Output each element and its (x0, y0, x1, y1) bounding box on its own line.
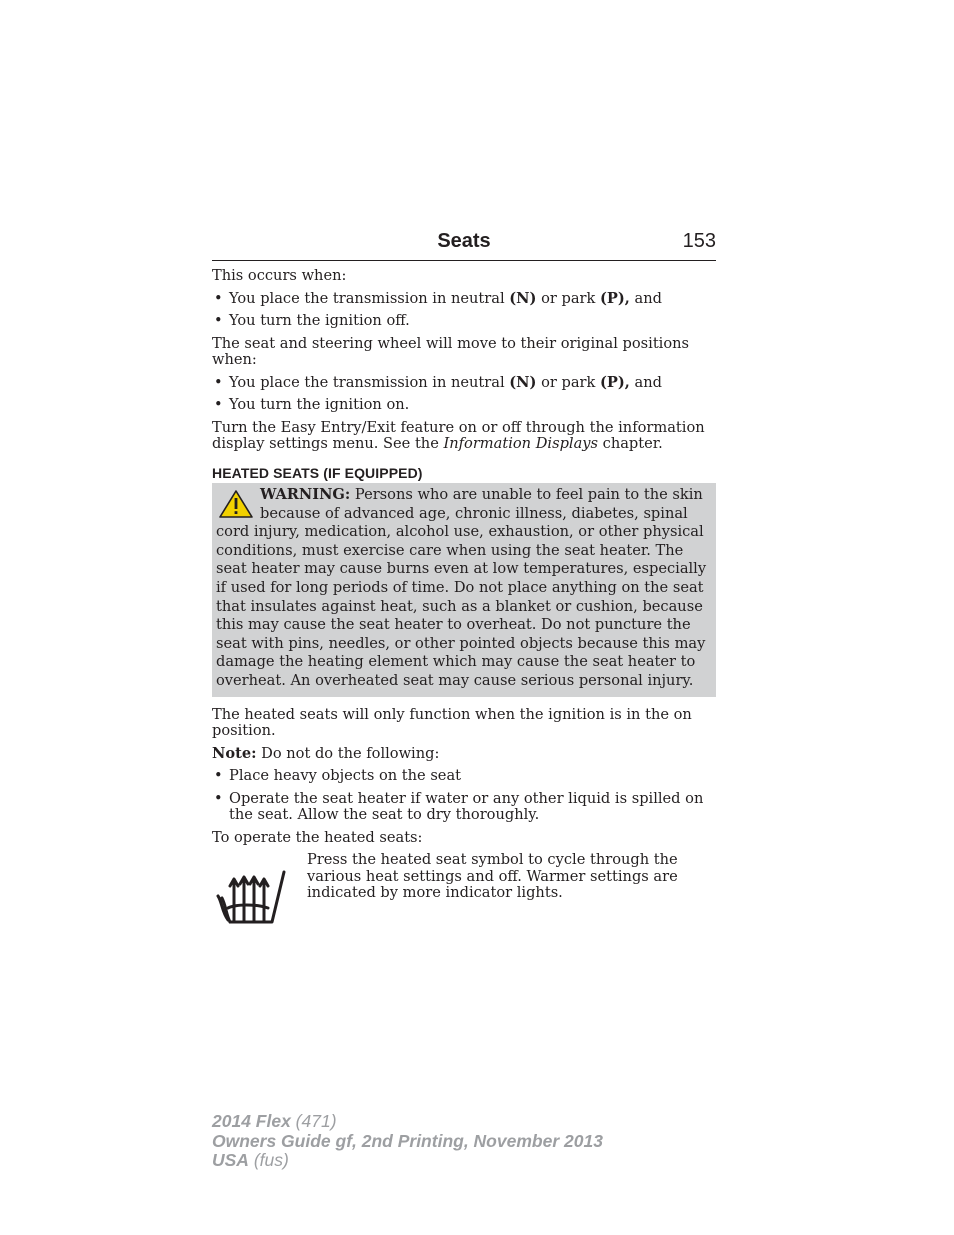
warning-box (212, 483, 716, 697)
footer-line-edition: Owners Guide gf, 2nd Printing, November 2013 (212, 1130, 603, 1151)
chapter-reference: Information Displays (443, 435, 599, 452)
warning-text: Persons who are unable to feel pain to the skin because of advanced age, chronic illness, diabetes, spinal cord injury, medication, alcohol use, exhaustion, or other physical conditions, must exercise care when using the seat heater. The seat heater may cause burns even at low temperatures, especially if used for long periods of time. Do not place anything on the seat that insulates against heat, such as a blanket or cushion, because this may cause the seat heater to overheat. Do not puncture the seat with pins, needles, or other pointed objects because this may damage the heating element which may cause the seat heater to overheat. An overheated seat may cause serious personal injury. (216, 486, 707, 689)
heated-seat-instruction (212, 852, 716, 932)
note-label: Note: (212, 744, 257, 762)
occurs-when-text: This occurs when: (212, 267, 347, 284)
operate-intro-text: To operate the heated seats: (212, 828, 423, 846)
move-back-text: The seat and steering wheel will move to their original positions when: (212, 334, 690, 368)
heated-seat-icon (216, 868, 294, 928)
warning-label: WARNING: (260, 486, 351, 503)
bullet-list-ignition-off (212, 291, 716, 330)
warning-triangle-icon (218, 489, 254, 519)
list-item: • You place the transmission in neutral (N) or park (P), and (212, 375, 716, 392)
page-title: Seats (437, 230, 491, 252)
bullet-list-ignition-on (212, 375, 716, 414)
list-item: • Operate the seat heater if water or any other liquid is spilled on the seat. Allow the seat to dry thoroughly. (212, 791, 716, 824)
list-item: • You turn the ignition on. (212, 397, 716, 414)
page-footer (212, 1112, 603, 1171)
footer-line-market: USA (fus) (212, 1150, 289, 1170)
section-heading: HEATED SEATS (IF EQUIPPED) (212, 464, 423, 481)
list-item: • You place the transmission in neutral (N) or park (P), and (212, 291, 716, 308)
ignition-note-text: The heated seats will only function when the ignition is in the on position. (212, 705, 692, 740)
note-text: Note: Do not do the following: (212, 744, 440, 762)
page-content (212, 268, 716, 932)
page-number: 153 (682, 230, 716, 252)
footer-line-model: 2014 Flex (471) (212, 1111, 337, 1131)
page-header (212, 228, 716, 261)
easy-entry-text: Turn the Easy Entry/Exit feature on or off through the information display settings menu. See the Information Displays chapter. (212, 418, 705, 452)
list-item: • You turn the ignition off. (212, 313, 716, 330)
note-bullet-list (212, 768, 716, 824)
operate-instructions-text: Press the heated seat symbol to cycle through the various heat settings and off. Warmer settings are indicated by more indicator lights. (307, 851, 678, 902)
list-item: • Place heavy objects on the seat (212, 768, 716, 785)
